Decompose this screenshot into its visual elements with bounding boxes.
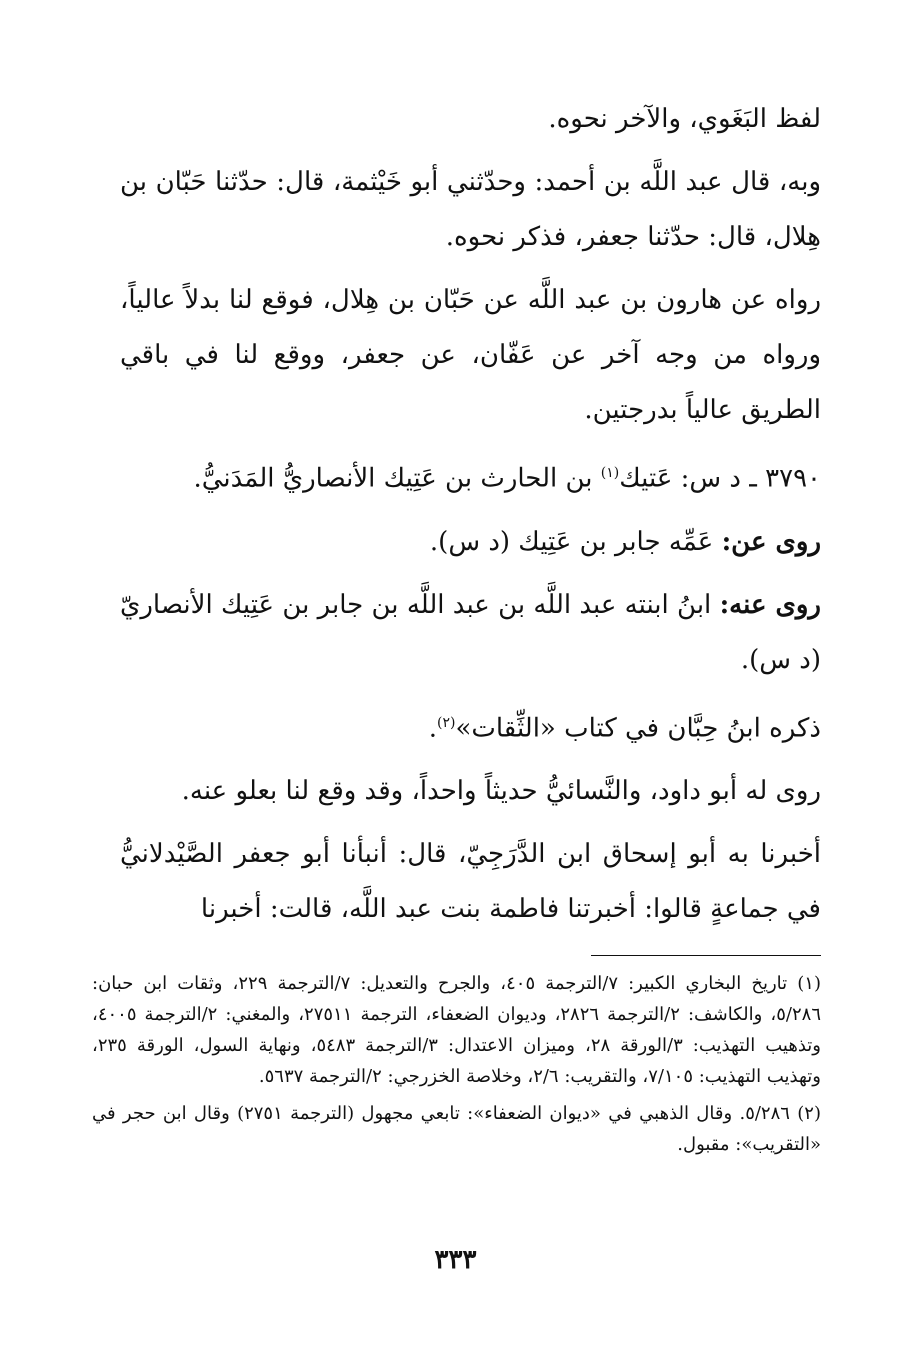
footnote-1: (١) تاريخ البخاري الكبير: ٧/الترجمة ٤٠٥، والجرح والتعديل: ٧/الترجمة ٢٢٩، وثقات ابن حبان: ٥/٢٨٦، والكاشف: ٢/الترجمة ٢٨٢٦، وديوان الضعفاء، الترجمة ٢٧٥١١، والمغني: ٢/الترجمة ٤٠٠٥، وتذهيب التهذيب: ٣/الورقة ٢٨، وميزان الاعتدال: ٣/الترجمة ٥٤٨٣، ونهاية السول، الورقة ٢٣٥، وتهذيب التهذيب: ٧/١٠٥، والتقريب: ٢/٦، وخلاصة الخزرجي: ٢/الترجمة ٥٦٣٧. <box>92 973 821 1087</box>
paragraph-3: رواه عن هارون بن عبد اللَّه عن حَبّان بن هِلال، فوقع لنا بدلاً عالياً، ورواه من وجه آخر عن عَفّان، عن جعفر، ووقع لنا في باقي الطريق عالياً بدرجتين. <box>120 285 821 425</box>
footnote-divider <box>591 955 821 956</box>
narrated-from-label: روى عن: <box>721 526 821 557</box>
paragraph-1: لفظ البَغَوي، والآخر نحوه. <box>548 104 821 134</box>
footnotes <box>92 968 821 1166</box>
entry-number: ٣٧٩٠ ـ د س: عَتيك <box>619 463 821 494</box>
narrated-from-text: عَمِّه جابر بن عَتِيك (د س). <box>429 526 722 557</box>
main-text <box>120 92 821 937</box>
paragraph-7-end: . <box>428 713 438 744</box>
entry-name-rest: بن الحارث بن عَتِيك الأنصاريُّ المَدَنيُّ. <box>193 463 601 494</box>
paragraph-7 <box>120 696 821 757</box>
footnote-ref-2: (٢) <box>437 714 456 731</box>
paragraph-8: روى له أبو داود، والنَّسائيُّ حديثاً واحداً، وقد وقع لنا بعلو عنه. <box>181 776 821 807</box>
footnote-2: (٢) ٥/٢٨٦. وقال الذهبي في «ديوان الضعفاء»: تابعي مجهول (الترجمة ٢٧٥١) وقال ابن حجر في «التقريب»: مقبول. <box>92 1103 821 1155</box>
page-number: ٣٣٣ <box>434 1245 477 1275</box>
paragraph-2: وبه، قال عبد اللَّه بن أحمد: وحدّثني أبو خَيْثمة، قال: حدّثنا حَبّان بن هِلال، قال: حدّثنا جعفر، فذكر نحوه. <box>120 167 821 252</box>
narrated-from <box>120 515 821 570</box>
footnote-ref-1: (١) <box>600 465 620 481</box>
paragraph-9: أخبرنا به أبو إسحاق ابن الدَّرَجِيّ، قال: أنبأنا أبو جعفر الصَّيْدلانيُّ في جماعةٍ قالوا: أخبرتنا فاطمة بنت عبد اللَّه، قالت: أخبرنا <box>120 839 821 925</box>
narrated-by-label: روى عنه: <box>719 589 821 620</box>
entry-heading <box>120 446 821 507</box>
paragraph-7-text: ذكره ابنُ حِبَّان في كتاب «الثِّقات» <box>455 713 821 744</box>
narrated-by <box>120 578 821 688</box>
narrated-by-text: ابنُ ابنته عبد اللَّه بن عبد اللَّه بن جابر بن عَتِيك الأنصاريّ (د س). <box>120 589 821 675</box>
